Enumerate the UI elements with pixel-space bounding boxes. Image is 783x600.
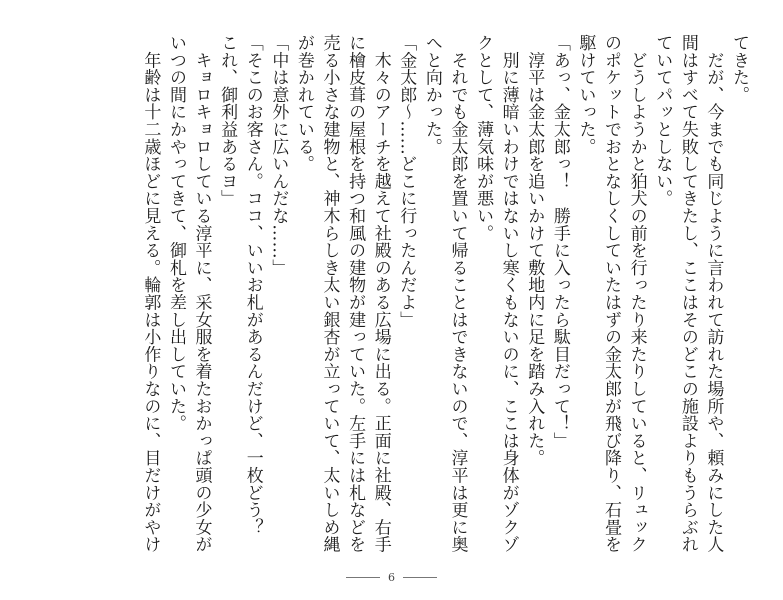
text-line: に檜皮葺の屋根を持つ和風の建物が建っていた。左手には札などを (345, 34, 366, 553)
footer-rule-left (346, 577, 380, 578)
text-line: これ、御利益あるヨ」 (217, 34, 238, 207)
text-line: 木々のアーチを越えて社殿のある広場に出る。正面に社殿、右手 (370, 34, 391, 553)
text-line: ていてパッとしない。 (652, 34, 673, 207)
text-line: 年齢は十二歳ほどに見える。輪郭は小作りなのに、目だけがやけ (140, 34, 161, 553)
text-line: だが、今までも同じように言われて訪れた場所や、頼みにした人 (703, 34, 724, 553)
text-line: 駆けていった。 (575, 34, 596, 156)
text-line: へと向かった。 (421, 34, 442, 156)
text-line: 間はすべて失敗してきたし、ここはそのどこの施設よりもうらぶれ (677, 34, 698, 553)
vertical-text-body (137, 34, 751, 556)
text-line: クとして、薄気味が悪い。 (473, 34, 494, 242)
text-line: 「そこのお客さん。ココ、いいお札があるんだけど、一枚どう？ (242, 34, 263, 536)
text-line: 別に薄暗いわけではないし寒くもないのに、ここは身体がゾクゾ (498, 34, 519, 553)
text-line: 「あっ、金太郎っ！ 勝手に入ったら駄目だって！」 (549, 34, 570, 450)
text-line: てきた。 (729, 34, 749, 104)
text-line: が巻かれている。 (293, 34, 314, 173)
page-footer (0, 571, 783, 584)
text-line: 淳平は金太郎を追いかけて敷地内に足を踏み入れた。 (524, 34, 545, 467)
text-line: 「金太郎〜……どこに行ったんだよ」 (396, 34, 417, 329)
text-line: いつの間にかやってきて、御札を差し出していた。 (165, 34, 186, 432)
page-number: 6 (388, 571, 395, 584)
text-line: どうしようかと狛犬の前を行ったり来たりしていると、リュック (626, 34, 647, 553)
text-line: 「中は意外に広いんだな……」 (268, 34, 289, 277)
text-line: それでも金太郎を置いて帰ることはできないので、淳平は更に奥 (447, 34, 468, 553)
text-line: 売る小さな建物と、神木らしき太い銀杏が立っていて、太いしめ縄 (319, 34, 340, 553)
footer-rule-right (403, 577, 437, 578)
text-line: キョロキョロしている淳平に、采女服を着たおかっぱ頭の少女が (191, 34, 212, 553)
text-line: のポケットでおとなしくしていたはずの金太郎が飛び降り、石畳を (601, 34, 622, 553)
